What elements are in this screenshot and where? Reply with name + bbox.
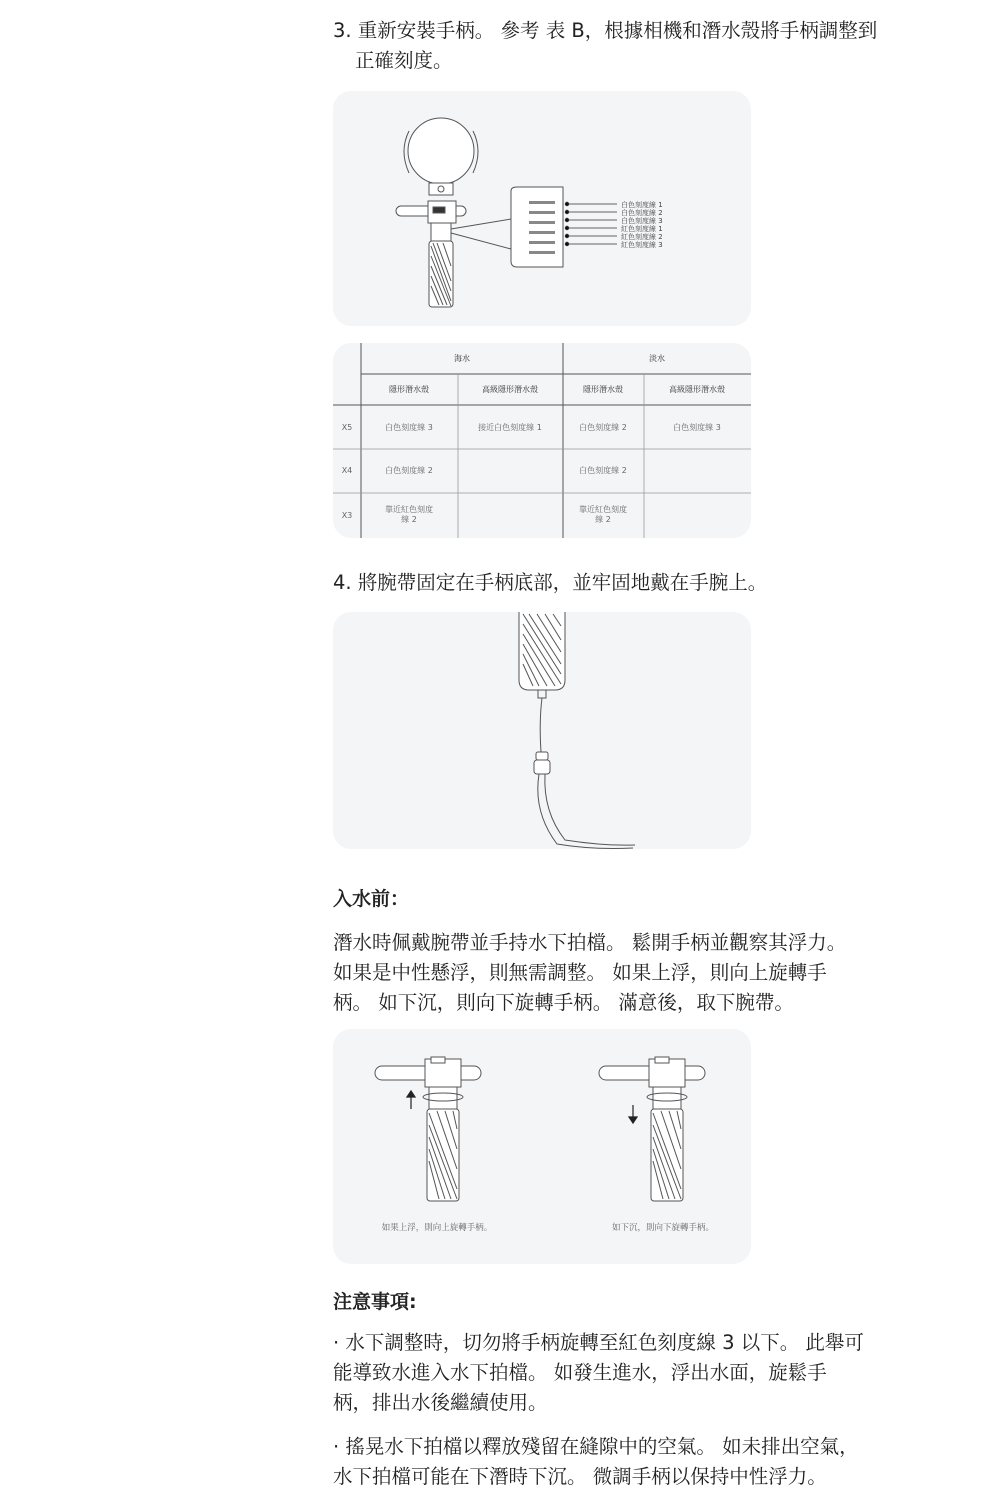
- table-cell: 靠近紅色刻度線 2: [579, 505, 627, 524]
- scale-table-card: [333, 343, 751, 538]
- before-water-line: 潛水時佩戴腕帶並手持水下拍檔。 鬆開手柄並觀察其浮力。: [333, 931, 847, 954]
- before-water-heading: 入水前：: [333, 888, 410, 910]
- table-group-header: 海水: [454, 354, 470, 363]
- scale-label: 紅色刻度線 1: [621, 225, 663, 233]
- table-cell: 接近白色刻度線 1: [478, 423, 542, 432]
- table-cell: 白色刻度線 3: [385, 423, 433, 432]
- table-cell: 白色刻度線 2: [579, 423, 627, 432]
- scale-table: [333, 343, 751, 538]
- table-cell: 白色刻度線 3: [673, 423, 721, 432]
- table-row-model: X3: [341, 511, 353, 520]
- step3-line1: 3. 重新安裝手柄。 參考 表 B，根據相機和潛水殼將手柄調整到: [333, 19, 878, 42]
- note-item-1: [333, 1328, 903, 1418]
- rotate-down-caption: 如下沉，則向下旋轉手柄。: [611, 1223, 715, 1233]
- scale-label: 白色刻度線 2: [621, 209, 663, 217]
- table-cell: 白色刻度線 2: [579, 466, 627, 475]
- rotate-up-caption: 如果上浮，則向上旋轉手柄。: [381, 1223, 493, 1233]
- note-item-2: [333, 1432, 903, 1492]
- rotate-handle-figure: [333, 1029, 751, 1264]
- grip-scale-illustration: [333, 91, 751, 326]
- table-sub-header: 隱形潛水殼: [389, 385, 429, 394]
- step4-line: 4. 將腕帶固定在手柄底部，並牢固地戴在手腕上。: [333, 571, 768, 594]
- note-line: · 水下調整時，切勿將手柄旋轉至紅色刻度線 3 以下。 此舉可: [333, 1331, 864, 1354]
- scale-label: 白色刻度線 1: [621, 201, 663, 209]
- before-water-line: 如果是中性懸浮，則無需調整。 如果上浮，則向上旋轉手: [333, 961, 827, 984]
- scale-label: 紅色刻度線 2: [621, 233, 663, 241]
- note-line: 柄，排出水後繼續使用。: [333, 1391, 548, 1414]
- table-row-model: X5: [341, 423, 353, 432]
- step3-instruction: [333, 16, 903, 76]
- rotate-handle-illustration: [333, 1029, 751, 1264]
- step3-line2: 正確刻度。: [355, 49, 453, 72]
- note-line: · 搖晃水下拍檔以釋放殘留在縫隙中的空氣。 如未排出空氣，: [333, 1435, 859, 1458]
- wrist-strap-illustration: [333, 612, 751, 849]
- note-line: 水下拍檔可能在下潛時下沉。 微調手柄以保持中性浮力。: [333, 1465, 827, 1488]
- grip-scale-figure: [333, 91, 751, 326]
- table-group-header: 淡水: [649, 354, 665, 363]
- note-line: 能導致水進入水下拍檔。 如發生進水，浮出水面，旋鬆手: [333, 1361, 827, 1384]
- scale-label: 紅色刻度線 3: [621, 241, 663, 249]
- table-sub-header: 高級隱形潛水殼: [482, 385, 538, 394]
- wrist-strap-figure: [333, 612, 751, 849]
- table-sub-header: 高級隱形潛水殼: [669, 385, 725, 394]
- table-cell: 靠近紅色刻度線 2: [385, 505, 433, 524]
- scale-label: 白色刻度線 3: [621, 217, 663, 225]
- before-water-line: 柄。 如下沉，則向下旋轉手柄。 滿意後，取下腕帶。: [333, 991, 794, 1014]
- step4-instruction: [333, 568, 903, 598]
- before-water-text: [333, 928, 903, 1018]
- table-cell: 白色刻度線 2: [385, 466, 433, 475]
- notes-heading: 注意事項:: [333, 1291, 417, 1313]
- table-row-model: X4: [341, 466, 353, 475]
- table-sub-header: 隱形潛水殼: [583, 385, 623, 394]
